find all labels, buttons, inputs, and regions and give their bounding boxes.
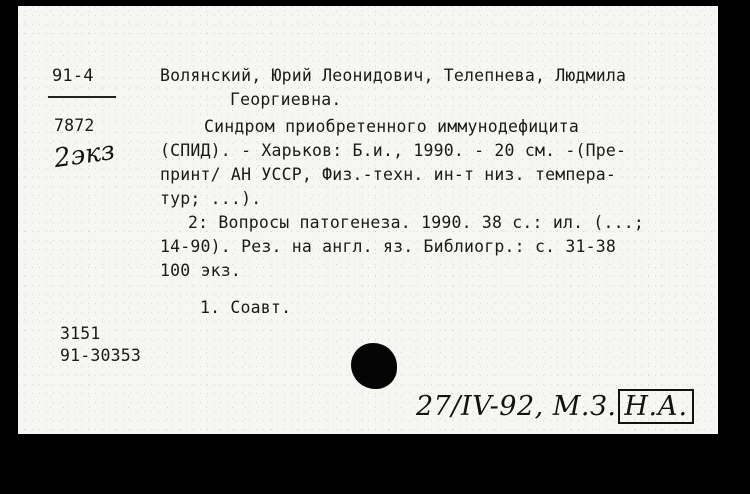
class-underline <box>48 96 116 98</box>
body-line-5: 2: Вопросы патогенеза. 1990. 38 с.: ил. (...; <box>188 213 645 232</box>
catalog-card <box>18 6 718 434</box>
body-line-7: 100 экз. <box>160 261 242 280</box>
authors-line-1: Волянский, Юрий Леонидович, Телепнева, Людмила <box>160 66 627 85</box>
tracing: 1. Соавт. <box>200 298 292 317</box>
body-line-4: тур; ...). <box>160 189 262 208</box>
handwritten-date: 27/IV-92, М.З. <box>416 391 617 422</box>
ink-blot <box>351 343 397 389</box>
body-line-6: 14-90). Рез. на англ. яз. Библиогр.: с. 31-38 <box>160 237 617 256</box>
handwritten-note <box>416 389 694 424</box>
body-line-3: принт/ АН УССР, Физ.-техн. ин-т низ. темпера- <box>160 165 617 184</box>
body-line-1: Синдром приобретенного иммунодефицита <box>204 117 579 136</box>
handwritten-copies: 2экз <box>52 135 117 175</box>
inventory-number-2: 91-30353 <box>60 346 142 365</box>
authors-line-2: Георгиевна. <box>230 90 342 109</box>
shelf-number: 7872 <box>54 116 95 135</box>
inventory-number-1: 3151 <box>60 324 101 343</box>
class-number: 91-4 <box>52 66 94 86</box>
handwritten-boxed-initials: Н.А. <box>618 389 693 424</box>
body-line-2: (СПИД). - Харьков: Б.и., 1990. - 20 см. -(Пре- <box>160 141 627 160</box>
